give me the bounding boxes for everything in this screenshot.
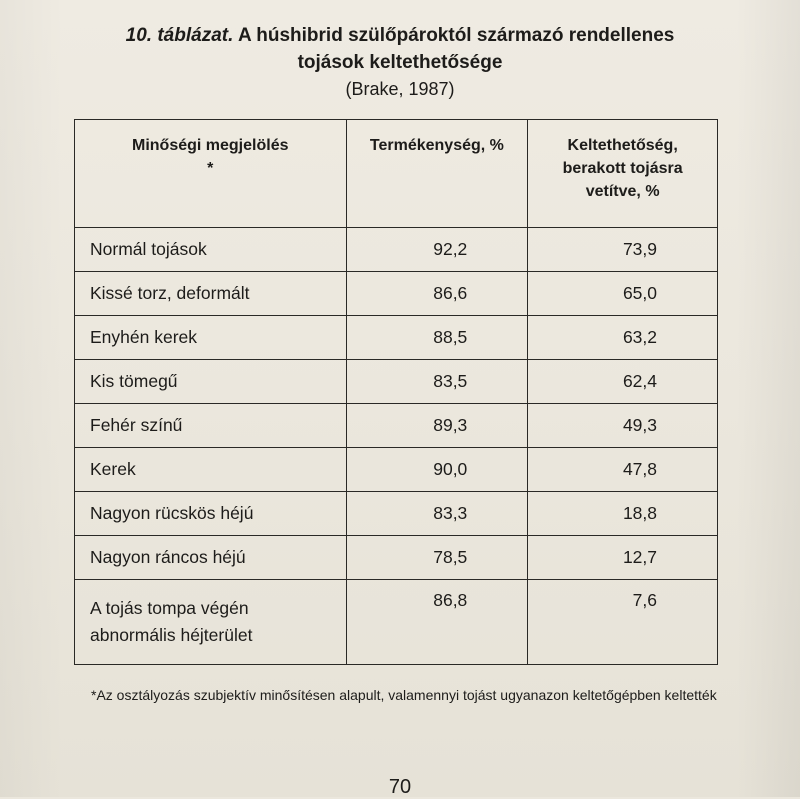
fertility-value: 83,3 [346, 492, 528, 536]
fertility-value: 89,3 [346, 404, 528, 448]
hatchability-value: 63,2 [528, 316, 718, 360]
row-label: Nagyon rücskös héjú [75, 492, 347, 536]
fertility-value: 88,5 [346, 316, 528, 360]
caption-title-line-1 [0, 22, 800, 49]
page-number: 70 [388, 776, 412, 798]
row-label: A tojás tompa végén abnormális héjterület [75, 580, 347, 665]
hatchability-value: 12,7 [528, 536, 718, 580]
data-table [74, 119, 718, 665]
header-fertility: Termékenység, % [346, 120, 528, 228]
table-row [75, 448, 718, 492]
hatchability-value: 49,3 [528, 404, 718, 448]
fertility-value: 83,5 [346, 360, 528, 404]
row-label: Normál tojások [75, 228, 347, 272]
table-row [75, 536, 718, 580]
hatchability-value: 62,4 [528, 360, 718, 404]
fertility-value: 90,0 [346, 448, 528, 492]
row-label: Enyhén kerek [75, 316, 347, 360]
hatchability-value: 73,9 [528, 228, 718, 272]
table-row [75, 404, 718, 448]
caption-title: A húshibrid szülőpároktól származó rendellenes [237, 25, 675, 46]
table-row [75, 272, 718, 316]
row-label: Fehér színű [75, 404, 347, 448]
hatchability-value: 7,6 [528, 580, 718, 665]
header-quality: Minőségi megjelölés * [75, 120, 347, 228]
caption-title-line-2: tojások keltethetősége [297, 52, 503, 73]
row-label: Kissé torz, deformált [75, 272, 347, 316]
table-row [75, 580, 718, 665]
table-label: 10. táblázat. [125, 25, 234, 46]
caption-source: (Brake, 1987) [345, 79, 455, 99]
hatchability-value: 65,0 [528, 272, 718, 316]
fertility-value: 86,8 [346, 580, 528, 665]
hatchability-value: 47,8 [528, 448, 718, 492]
table-footnote: *Az osztályozás szubjektív minősítésen alapult, valamennyi tojást ugyanazon keltetőgépben keltették [91, 687, 717, 703]
table-row [75, 228, 718, 272]
table-row [75, 492, 718, 536]
row-label: Kerek [75, 448, 347, 492]
fertility-value: 86,6 [346, 272, 528, 316]
table-row [75, 360, 718, 404]
fertility-value: 78,5 [346, 536, 528, 580]
hatchability-value: 18,8 [528, 492, 718, 536]
header-hatchability: Keltethetőség, berakott tojásra vetítve, % [528, 120, 718, 228]
table-row [75, 316, 718, 360]
row-label: Kis tömegű [75, 360, 347, 404]
table-header-row [75, 120, 718, 228]
fertility-value: 92,2 [346, 228, 528, 272]
row-label: Nagyon ráncos héjú [75, 536, 347, 580]
table-caption [0, 22, 800, 103]
